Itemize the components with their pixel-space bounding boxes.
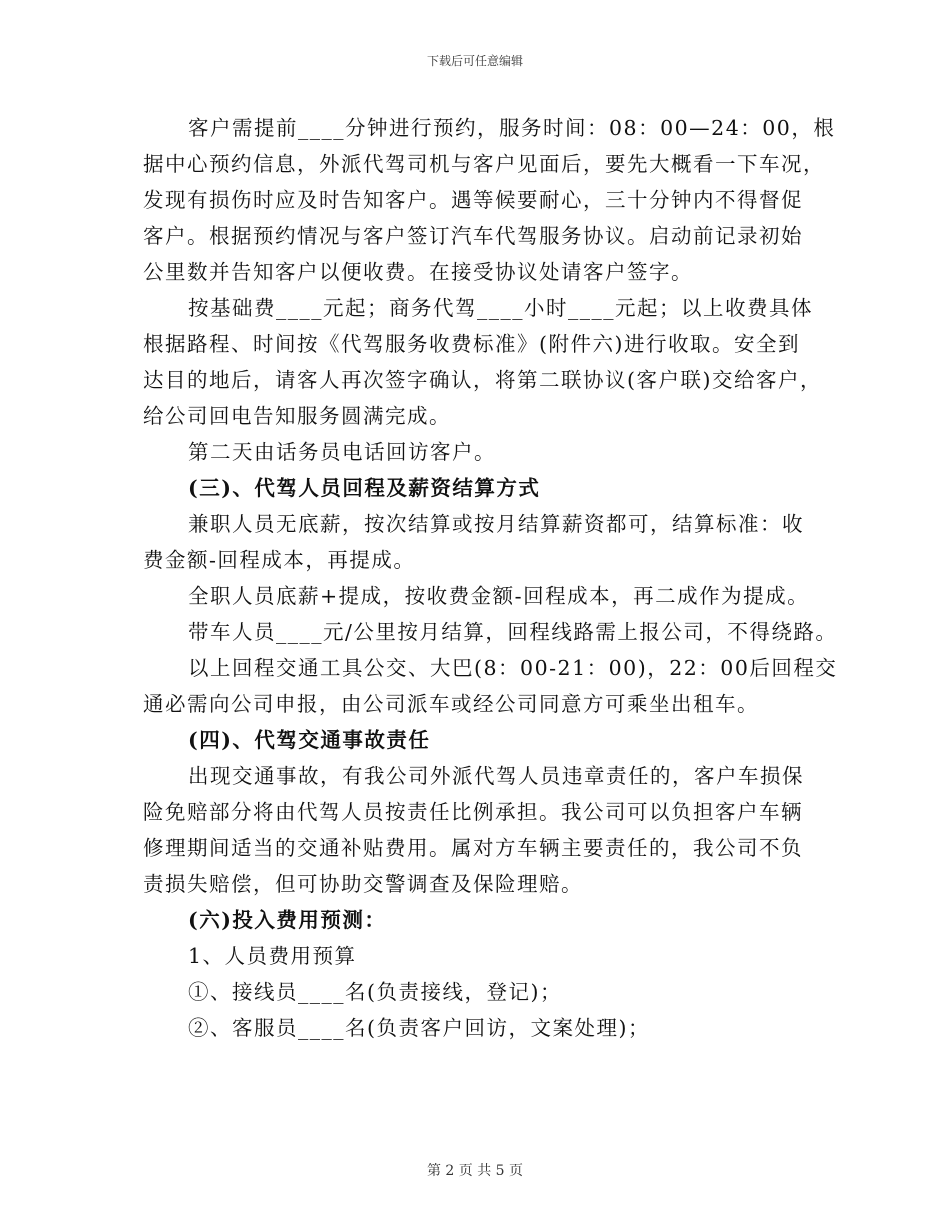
page-footer: 第 2 页 共 5 页 <box>426 1163 524 1179</box>
paragraph-line: 公里数并告知客户以便收费。在接受协议处请客户签字。 <box>143 260 693 284</box>
section-heading: (四)、代驾交通事故责任 <box>188 728 431 752</box>
section-heading: (三)、代驾人员回程及薪资结算方式 <box>188 476 541 500</box>
paragraph-line: 责损失赔偿，但可协助交警调查及保险理赔。 <box>143 872 583 896</box>
paragraph-line: 险免赔部分将由代驾人员按责任比例承担。我公司可以负担客户车辆 <box>143 800 803 824</box>
paragraph-line: 按基础费____元起；商务代驾____小时____元起；以上收费具体 <box>188 296 813 320</box>
paragraph-line: 发现有损伤时应及时告知客户。遇等候要耐心，三十分钟内不得督促 <box>143 188 803 212</box>
paragraph-line: 给公司回电告知服务圆满完成。 <box>143 404 451 428</box>
list-item: ②、客服员____名(负责客户回访，文案处理)； <box>188 1016 650 1040</box>
paragraph-line: 通必需向公司申报，由公司派车或经公司同意方可乘坐出租车。 <box>143 692 759 716</box>
paragraph-line: 全职人员底薪+提成，按收费金额-回程成本，再二成作为提成。 <box>188 584 810 608</box>
paragraph-line: 出现交通事故，有我公司外派代驾人员违章责任的，客户车损保 <box>188 764 804 788</box>
paragraph-line: 费金额-回程成本，再提成。 <box>143 548 416 572</box>
paragraph-line: 兼职人员无底薪，按次结算或按月结算薪资都可，结算标准：收 <box>188 512 804 536</box>
paragraph-line: 第二天由话务员电话回访客户。 <box>188 440 496 464</box>
paragraph-line: 以上回程交通工具公交、大巴(8：00-21：00)，22：00后回程交 <box>188 656 838 680</box>
page-header: 下载后可任意编辑 <box>426 54 523 68</box>
list-item: 1、人员费用预算 <box>188 944 357 968</box>
paragraph-line: 达目的地后，请客人再次签字确认，将第二联协议(客户联)交给客户， <box>143 368 822 392</box>
section-heading: (六)投入费用预测： <box>188 908 387 932</box>
paragraph-line: 根据路程、时间按《代驾服务收费标准》(附件六)进行收取。安全到 <box>143 332 800 356</box>
document-body <box>143 110 838 1046</box>
paragraph-line: 据中心预约信息，外派代驾司机与客户见面后，要先大概看一下车况， <box>143 152 825 176</box>
paragraph-line: 客户。根据预约情况与客户签订汽车代驾服务协议。启动前记录初始 <box>143 224 803 248</box>
paragraph-line: 带车人员____元/公里按月结算，回程线路需上报公司，不得绕路。 <box>188 620 838 644</box>
paragraph-line: 修理期间适当的交通补贴费用。属对方车辆主要责任的，我公司不负 <box>143 836 803 860</box>
paragraph-line: 客户需提前____分钟进行预约，服务时间：08：00—24：00，根 <box>188 116 836 140</box>
list-item: ①、接线员____名(负责接线，登记)； <box>188 980 562 1004</box>
